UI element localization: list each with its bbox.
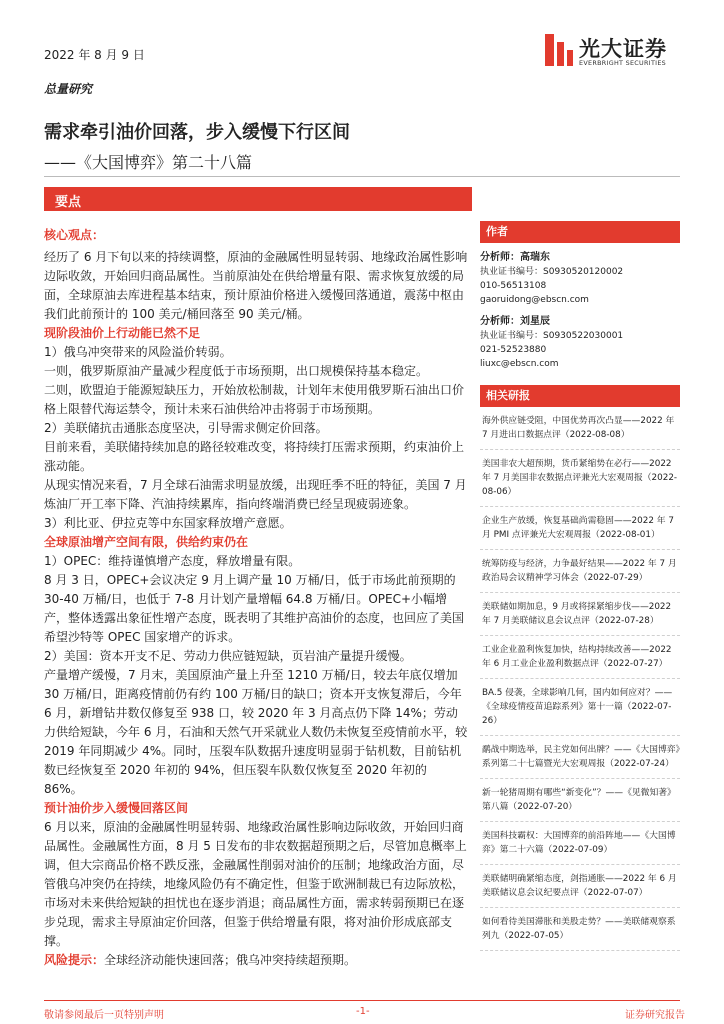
related-list: [480, 407, 680, 951]
related-report-item[interactable]: 美联储如期加息，9 月或将採紧缩步伐——2022 年 7 月美联储议息会议点评（2022-07-28）: [480, 593, 680, 636]
related-report-item[interactable]: BA.5 侵袭，全球影响几何，国内如何应对？——《全球疫情疫苗追踪系列》第十一篇（2022-07-26）: [480, 679, 680, 736]
paragraph: 一则，俄罗斯原油产量减少程度低于市场预期，出口规模保持基本稳定。: [44, 364, 429, 378]
related-report-item[interactable]: 鹬战中期选举，民主党如何出牌？——《大国博弈》系列第二十七篇暨光大宏观周报（2022-07-24）: [480, 736, 680, 779]
divider: [44, 176, 680, 177]
paragraph: 8 月 3 日，OPEC+会议决定 9 月上调产量 10 万桶/日，低于市场此前预期的 30-40 万桶/日，也低于 7-8 月计划产量增幅 64.8 万桶/日。OPEC+小幅增产，整体透露出象征性增产态度，既表明了其维护高油价的态度，也回应了美国希望沙特等 OPEC 国家增产的诉求。: [44, 573, 465, 644]
related-report-item[interactable]: 美国科技霸权：大国博弈的前沿阵地——《大国博弈》第二十六篇（2022-07-09）: [480, 822, 680, 865]
analyst-name: 分析师：高瑞东: [480, 252, 550, 263]
related-report-item[interactable]: 工业企业盈利恢复加快，结构持续改善——2022 年 6 月工业企业盈利数据点评（2022-07-27）: [480, 636, 680, 679]
section-heading: 预计油价步入缓慢回落区间: [44, 801, 189, 815]
analyst-phone: 010-56513108: [480, 281, 547, 291]
footer-disclaimer: 敬请参阅最后一页特别声明: [44, 1010, 164, 1021]
related-report-item[interactable]: 新一轮猪周期有哪些“新变化”？——《见微知著》第八篇（2022-07-20）: [480, 779, 680, 822]
risk-text: 全球经济动能快速回落；俄乌冲突持续超预期。: [104, 953, 357, 967]
footer-divider: [44, 1000, 680, 1001]
analyst-license: 执业证书编号：S0930522030001: [480, 331, 624, 341]
logo-text-cn: 光大证券: [579, 37, 667, 61]
related-report-item[interactable]: 海外供应链受阻，中国优势再次凸显——2022 年 7 月进出口数据点评（2022-08-08）: [480, 407, 680, 450]
page-number: -1-: [356, 1006, 370, 1017]
logo-mark-icon: [545, 34, 573, 66]
related-header: 相关研报: [480, 385, 680, 407]
report-category: 总量研究: [44, 82, 93, 96]
related-report-item[interactable]: 美国非农大超预期，货币紧缩势在必行——2022 年 7 月美国非农数据点评兼光大宏观周报（2022-08-06）: [480, 450, 680, 507]
core-view-label: 核心观点：: [44, 228, 105, 242]
keypoints-label: 要点: [55, 195, 82, 210]
paragraph: 2）美国：资本开支不足、劳动力供应链短缺，页岩油产量提升缓慢。: [44, 649, 412, 663]
analyst-phone: 021-52523880: [480, 345, 547, 355]
related-report-item[interactable]: 如何看待美国滞胀和美股走势？——美联储观察系列九（2022-07-05）: [480, 908, 680, 951]
sidebar: [480, 221, 680, 951]
author-header: 作者: [480, 221, 680, 243]
analyst-email[interactable]: gaoruidong@ebscn.com: [480, 295, 589, 305]
paragraph: 从现实情况来看，7 月全球石油需求明显放缓，出现旺季不旺的特征，美国 7 月炼油厂开工率下降、汽油持续累库，指向终端消费已经呈现疲弱迹象。: [44, 478, 467, 511]
report-subtitle: ——《大国博弈》第二十八篇: [44, 153, 253, 172]
related-report-item[interactable]: 统筹防疫与经济，力争最好结果——2022 年 7 月政治局会议精神学习体会（2022-07-29）: [480, 550, 680, 593]
main-content: [44, 226, 469, 970]
section-heading: 全球原油增产空间有限，供给约束仍在: [44, 535, 249, 549]
paragraph: 产量增产缓慢，7 月末，美国原油产量上升至 1210 万桶/日，较去年底仅增加 30 万桶/日，距离疫情前仍有约 100 万桶/日的缺口；资本开支恢复滞后，今年 6 月，新增钻井数仅修复至 938 口，较 2020 年 3 月高点仍下降 14%；劳动力供给短缺，今年 6 月，石油和天然气开采就业人数仍未恢复至疫情前水平，较 2019 年同期减少 4%。同时，压裂车队数据升速度明显弱于钻机数，目前钻机数已经恢复至 2020 年初的 94%，但压裂车队数仅恢复至 2020 年初的 86%。: [44, 668, 468, 796]
related-report-item[interactable]: 美联储明确紧缩态度，剑指通胀——2022 年 6 月美联储议息会议纪要点评（2022-07-07）: [480, 865, 680, 908]
keypoints-bar: [44, 187, 472, 211]
footer-doc-type: 证券研究报告: [625, 1010, 685, 1021]
core-view-text: 经历了 6 月下旬以来的持续调整，原油的金融属性明显转弱、地缘政治属性影响边际收敛，开始回归商品属性。当前原油处在供给增量有限、需求恢复放缓的局面，全球原油去库进程基本结束，预计原油价格进入缓慢回落通道，震荡中枢由我们此前预计的 100 美元/桶回落至 90 美元/桶。: [44, 250, 468, 321]
paragraph: 3）利比亚、伊拉克等中东国家释放增产意愿。: [44, 516, 292, 530]
analyst-card: [480, 315, 680, 371]
report-date: 2022 年 8 月 9 日: [44, 48, 145, 62]
paragraph: 6 月以来，原油的金融属性明显转弱、地缘政治属性影响边际收敛，开始回归商品属性。金融属性方面，8 月 5 日发布的非农数据超预期之后，尽管加息概率上调，但大宗商品价格不跌反涨，金融属性削弱对油价的压制；地缘政治方面，尽管俄乌冲突仍在持续，地缘风险仍有不确定性，但鉴于欧洲制裁已有边际放松，市场对未来供给短缺的担忧也在逐步消退；商品属性方面，需求转弱预期已在逐步兑现，需求主导原油定价回落，但鉴于供给增量有限，将对油价形成底部支撑。: [44, 820, 467, 948]
company-logo: [545, 32, 685, 72]
section-heading: 现阶段油价上行动能已然不足: [44, 326, 201, 340]
risk-label: 风险提示：: [44, 953, 105, 967]
analyst-card: [480, 251, 680, 307]
paragraph: 1）俄乌冲突带来的风险溢价转弱。: [44, 345, 232, 359]
analyst-license: 执业证书编号：S0930520120002: [480, 267, 624, 277]
paragraph: 目前来看，美联储持续加息的路径较难改变，将持续打压需求预期，约束油价上涨动能。: [44, 440, 465, 473]
paragraph: 2）美联储抗击通胀态度坚决，引导需求侧定价回落。: [44, 421, 328, 435]
analyst-name: 分析师：刘星辰: [480, 316, 550, 327]
related-report-item[interactable]: 企业生产放缓，恢复基础尚需稳固——2022 年 7 月 PMI 点评兼光大宏观周报（2022-08-01）: [480, 507, 680, 550]
report-title: 需求牵引油价回落，步入缓慢下行区间: [44, 122, 350, 143]
risk-note: [44, 951, 469, 970]
logo-text-en: EVERBRIGHT SECURITIES: [579, 59, 667, 67]
analyst-email[interactable]: liuxc@ebscn.com: [480, 359, 559, 369]
paragraph: 1）OPEC：维持谨慎增产态度，释放增量有限。: [44, 554, 301, 568]
paragraph: 二则，欧盟迫于能源短缺压力，开始放松制裁，计划年末使用俄罗斯石油出口价格上限替代海运禁令，预计未来石油供给冲击将弱于市场预期。: [44, 383, 465, 416]
